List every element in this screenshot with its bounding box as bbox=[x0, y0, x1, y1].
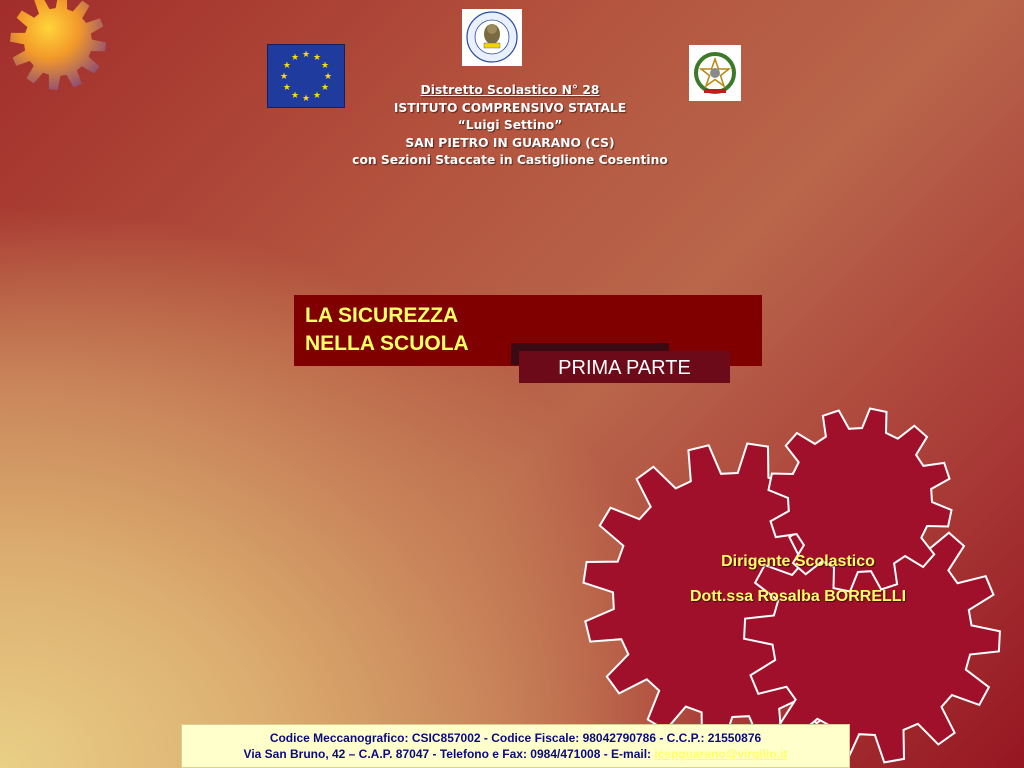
principal-role: Dirigente Scolastico bbox=[721, 553, 875, 570]
footer-codes: Codice Meccanografico: CSIC857002 - Codice Fiscale: 98042790786 - C.C.P.: 21550876 bbox=[269, 731, 762, 745]
eu-star-icon: ★ bbox=[321, 83, 330, 93]
eu-star-icon: ★ bbox=[312, 52, 322, 63]
eu-star-icon: ★ bbox=[282, 61, 291, 71]
title-line-2: NELLA SCUOLA bbox=[305, 332, 469, 355]
footer-address bbox=[182, 746, 849, 762]
eu-star-icon: ★ bbox=[301, 50, 311, 60]
eu-star-icon: ★ bbox=[321, 61, 330, 71]
email-link[interactable]: icspguarano@virgilio.it bbox=[654, 747, 788, 761]
header-institute-type: ISTITUTO COMPRENSIVO STATALE bbox=[393, 100, 627, 115]
footer-contact bbox=[181, 724, 850, 768]
header-institute-name: “Luigi Settino” bbox=[457, 118, 563, 132]
header-district: Distretto Scolastico N° 28 bbox=[420, 83, 600, 97]
header-sections: con Sezioni Staccate in Castiglione Cosentino bbox=[352, 153, 668, 167]
eu-star-icon: ★ bbox=[290, 52, 300, 63]
principal-name: Dott.ssa Rosalba BORRELLI bbox=[689, 588, 907, 605]
eu-star-icon: ★ bbox=[279, 72, 289, 82]
eu-star-icon: ★ bbox=[323, 72, 333, 82]
title-line-1: LA SICUREZZA bbox=[305, 304, 459, 327]
presentation-subtitle: PRIMA PARTE bbox=[558, 357, 691, 379]
principal-info bbox=[640, 553, 956, 606]
footer-address-text: Via San Bruno, 42 – C.A.P. 87047 - Telefono e Fax: 0984/471008 - E-mail: bbox=[243, 747, 655, 761]
header-location: SAN PIETRO IN GUARANO (CS) bbox=[405, 135, 615, 150]
eu-star-icon: ★ bbox=[282, 83, 291, 93]
eu-star-icon: ★ bbox=[312, 91, 322, 102]
eu-star-icon: ★ bbox=[290, 91, 300, 102]
eu-star-icon: ★ bbox=[301, 94, 311, 104]
